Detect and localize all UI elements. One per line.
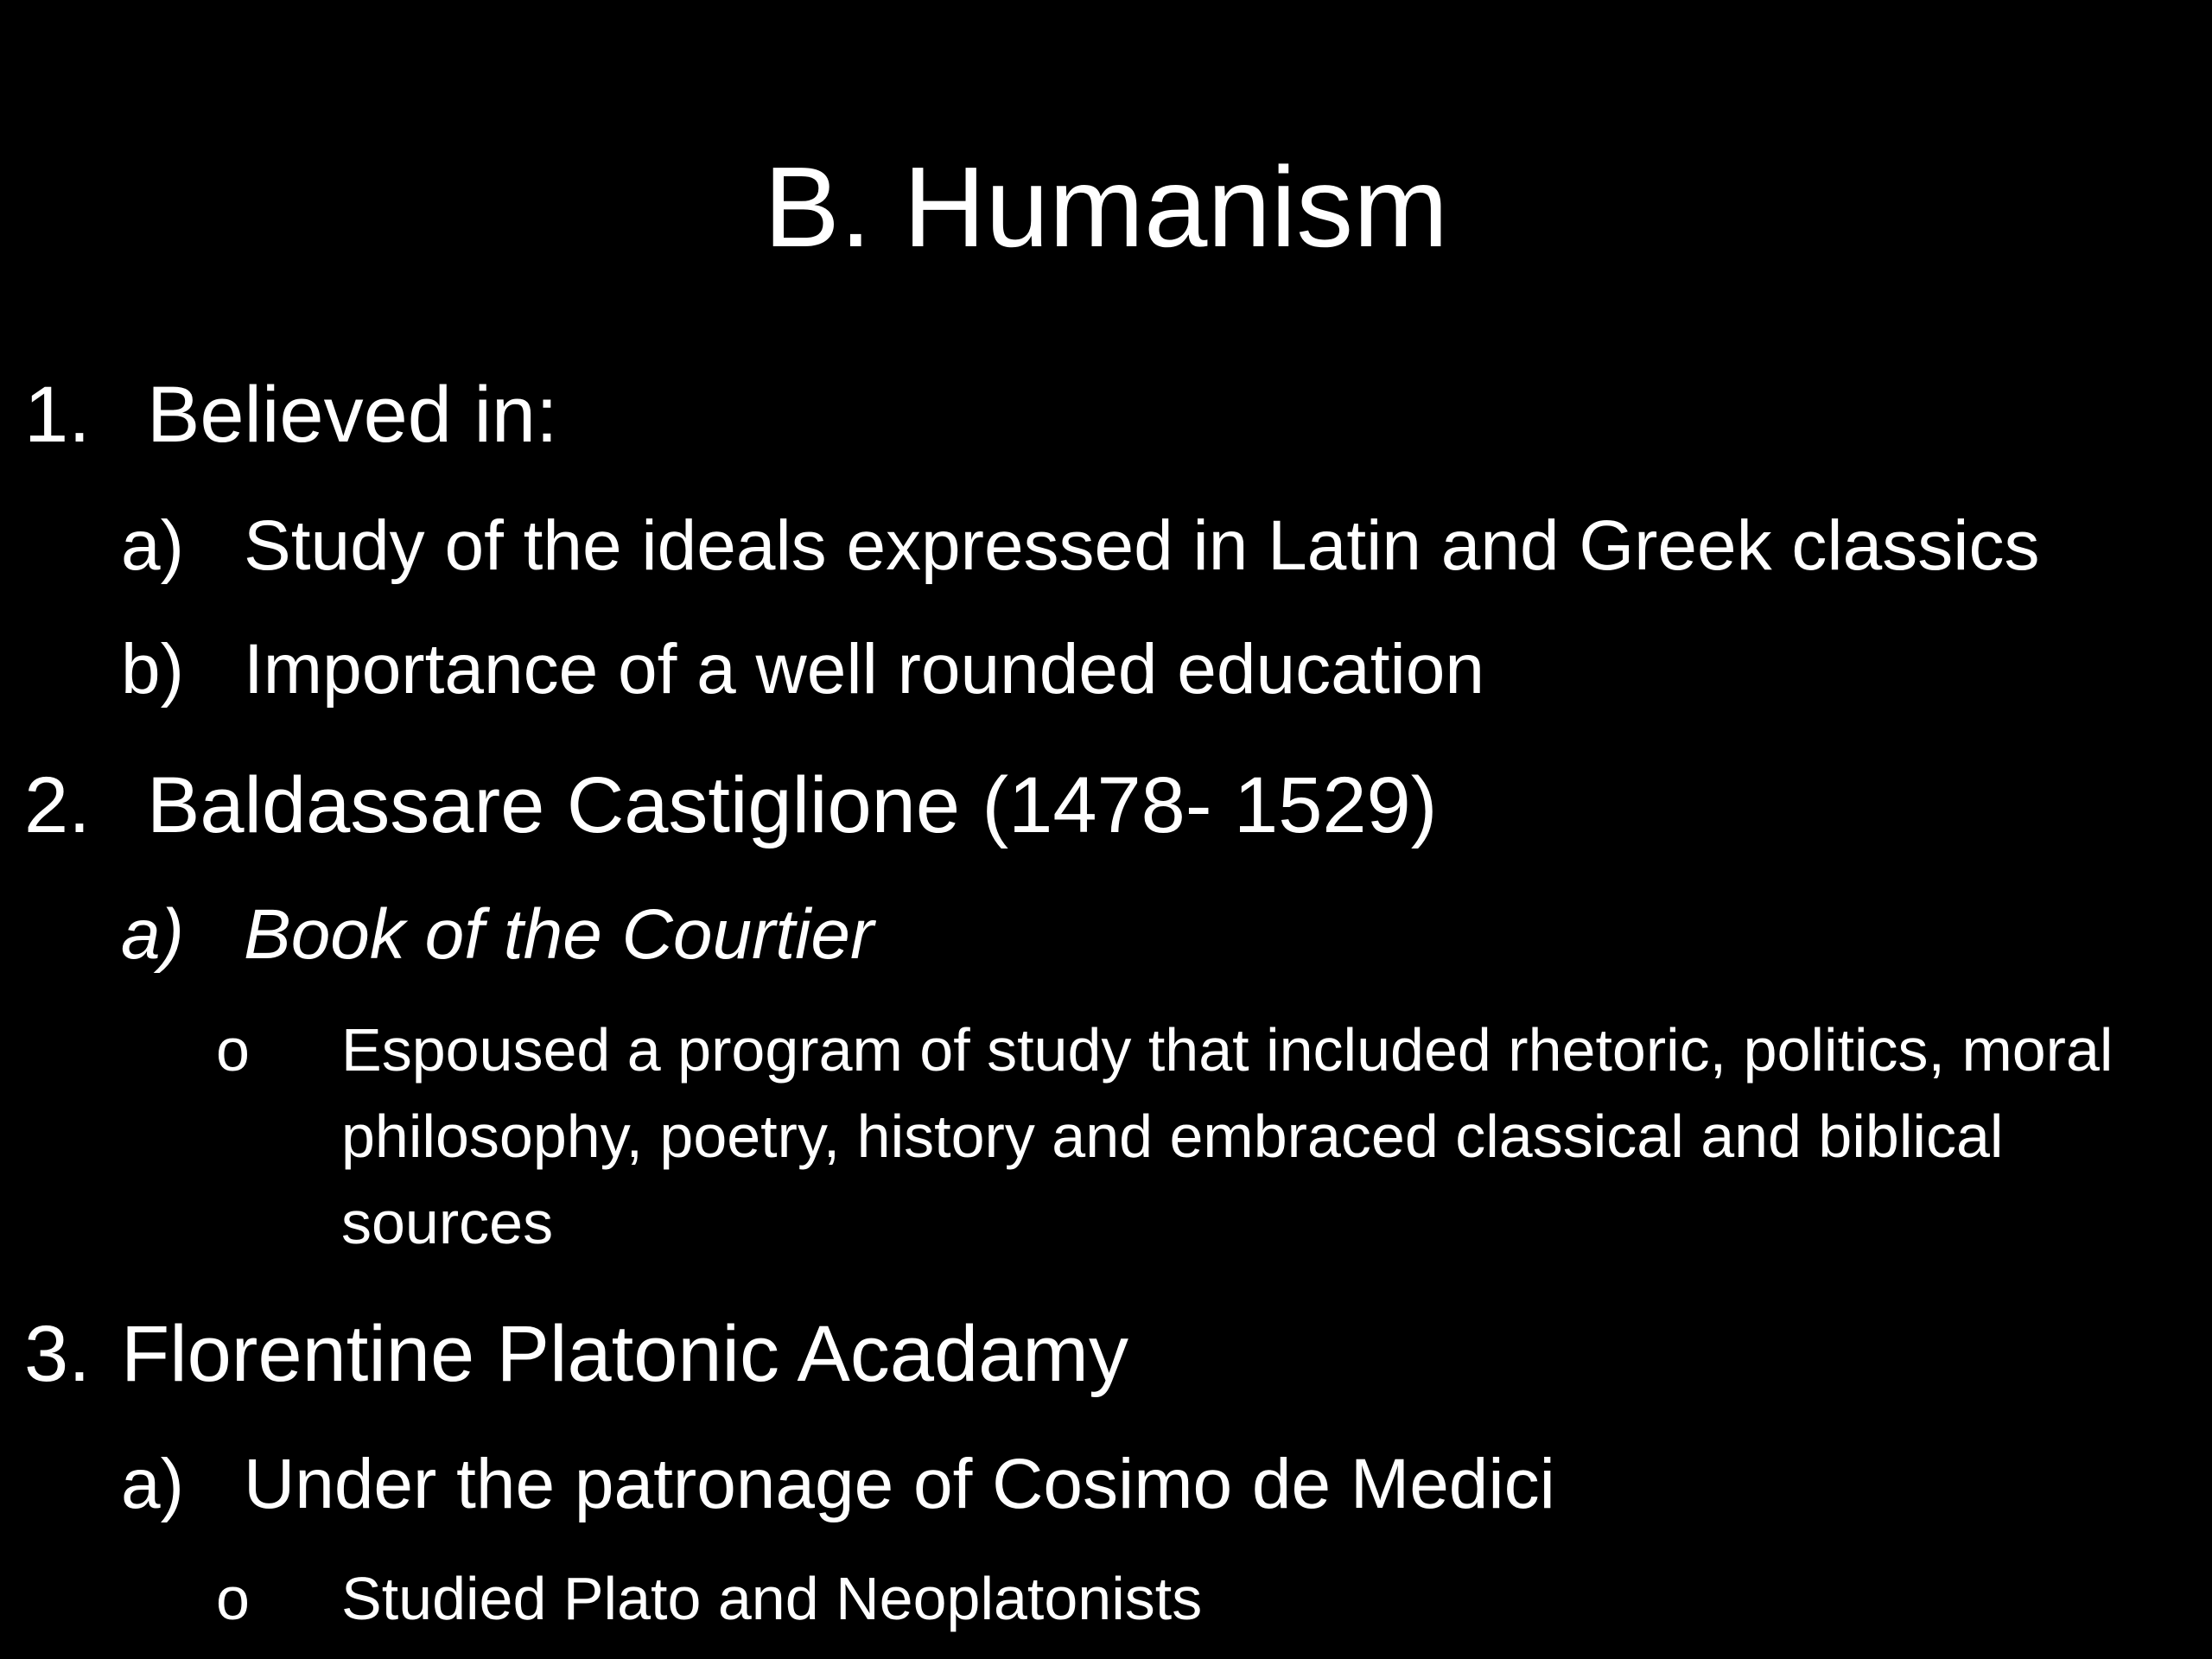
sub-list-item-text: Importance of a well rounded education — [244, 630, 1484, 709]
bullet-marker: o — [216, 1565, 250, 1632]
book-title: Book of the Courtier — [244, 895, 874, 974]
list-item-text: Baldassare Castiglione (1478- 1529) — [147, 761, 1438, 849]
list-marker: 1. — [24, 371, 91, 459]
sub-list-marker: a) — [121, 1445, 184, 1523]
list-item-text: Florentine Platonic Acadamy — [121, 1310, 1128, 1398]
bullet-marker: o — [216, 1016, 250, 1084]
sub-list-marker: b) — [121, 630, 184, 709]
list-marker: 3. — [24, 1310, 91, 1398]
sub-list-marker: a) — [121, 506, 184, 585]
sub-list-item-text: Study of the ideals expressed in Latin and Greek classics — [244, 506, 2040, 585]
bullet-text: Espoused a program of study that included rhetoric, politics, moral philosophy, poetry, history and embraced classical and biblical sources — [341, 1016, 2113, 1256]
list-item-text: Believed in: — [147, 371, 558, 459]
slide-title: B. Humanism — [763, 143, 1449, 270]
list-marker: 2. — [24, 761, 91, 849]
bullet-text: Studied Plato and Neoplatonists — [341, 1565, 1203, 1632]
sub-list-marker: a) — [121, 895, 184, 974]
sub-list-item-text: Under the patronage of Cosimo de Medici — [244, 1445, 1555, 1523]
